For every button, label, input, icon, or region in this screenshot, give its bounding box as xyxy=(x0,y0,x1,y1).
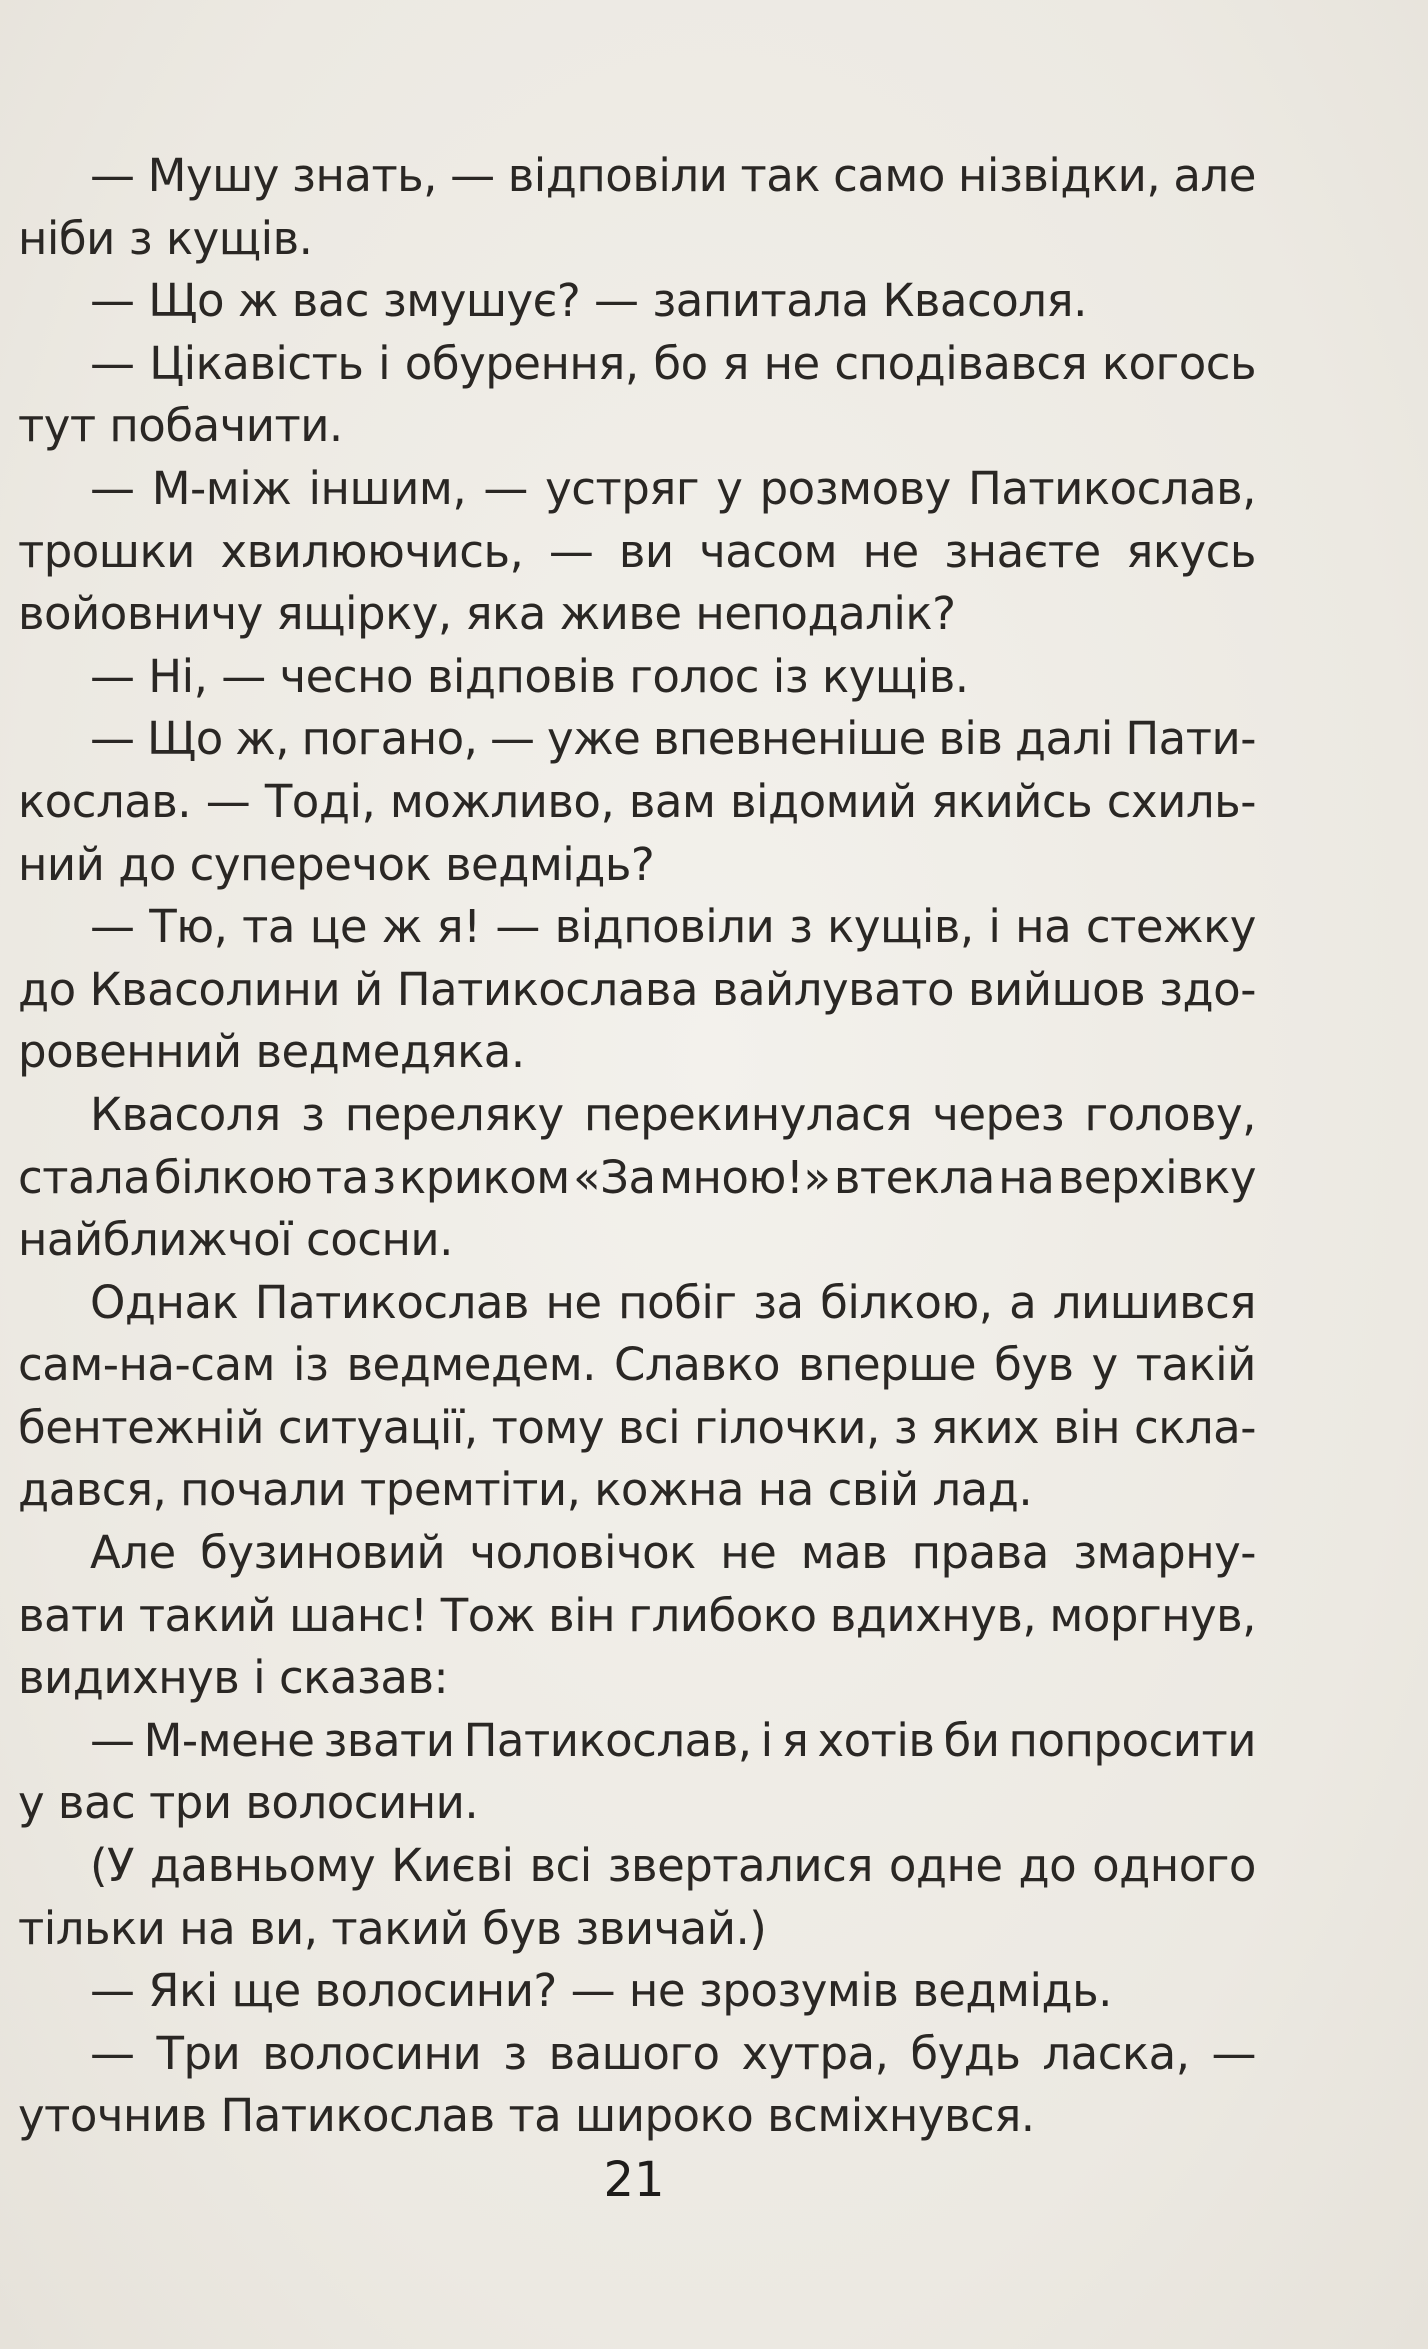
word: ведмедем. xyxy=(346,1338,596,1392)
word: переляку xyxy=(344,1087,564,1141)
word: впевненіше xyxy=(652,712,926,766)
word: вайлувато xyxy=(711,962,954,1016)
word: був xyxy=(994,1338,1074,1392)
text-line xyxy=(18,2023,1256,2086)
word: Патикослав, xyxy=(967,461,1256,515)
text-line xyxy=(18,959,1256,1022)
word: вдихнув, xyxy=(829,1588,1037,1642)
text-line: видихнув і сказав: xyxy=(18,1651,449,1705)
word: втекла xyxy=(833,1150,995,1204)
text-line xyxy=(18,1272,1256,1335)
text-line: ніби з кущів. xyxy=(18,211,313,265)
word: — xyxy=(90,461,135,515)
word: так xyxy=(740,149,820,202)
word: ситуації, xyxy=(277,1400,478,1454)
text-line xyxy=(18,1710,1256,1773)
word: з xyxy=(372,1150,396,1204)
word: волосини xyxy=(262,2026,482,2080)
word: бентежній xyxy=(18,1400,264,1454)
word: Патикослав xyxy=(254,1275,529,1329)
text-line: — Ні, — чесно відповів голос із кущів. xyxy=(90,649,969,703)
word: будь xyxy=(910,2026,1021,2080)
text-line xyxy=(18,1397,1256,1460)
word: вашого xyxy=(548,2026,720,2080)
text-line xyxy=(18,1084,1256,1147)
word: за xyxy=(753,1275,804,1329)
word: трошки xyxy=(18,524,195,578)
word: не xyxy=(763,336,820,390)
text-line: дався, почали тремтіти, кожна на свій лад. xyxy=(18,1463,1033,1517)
text-line: — Що ж вас змушує? — запитала Квасоля. xyxy=(90,274,1087,328)
text-line: тут побачити. xyxy=(18,399,343,453)
word: на xyxy=(1015,900,1072,954)
word: з xyxy=(893,1400,918,1454)
word: не xyxy=(545,1275,602,1329)
word: мною!» xyxy=(659,1150,831,1204)
word: і xyxy=(378,336,391,390)
word: сам-на-сам xyxy=(18,1338,276,1392)
word: М-мене xyxy=(143,1713,315,1767)
word: кослав. xyxy=(18,774,192,828)
word: відомий xyxy=(729,774,917,828)
word: — xyxy=(90,900,135,954)
word: з xyxy=(503,2026,527,2080)
word: Мушу xyxy=(147,149,279,202)
word: — xyxy=(90,336,135,390)
word: Однак xyxy=(90,1275,239,1329)
word: у xyxy=(716,461,743,515)
word: криком xyxy=(399,1150,570,1204)
text-line xyxy=(18,333,1256,396)
word: устряг xyxy=(545,461,699,515)
word: відповіли xyxy=(507,149,728,202)
word: якусь xyxy=(1126,524,1256,578)
word: «За xyxy=(573,1150,656,1204)
word: когось xyxy=(1101,336,1256,390)
word: — xyxy=(450,149,495,202)
word: — xyxy=(495,900,540,954)
word: бо xyxy=(653,336,708,390)
word: знать, xyxy=(292,149,437,202)
word: шанс! xyxy=(289,1588,428,1642)
word: з xyxy=(788,900,813,954)
word: мав xyxy=(800,1526,888,1580)
word: стежку xyxy=(1085,900,1256,954)
word: бузиновий xyxy=(200,1526,446,1580)
text-line xyxy=(18,896,1256,959)
word: він xyxy=(548,1588,616,1642)
word: Тож xyxy=(440,1588,535,1642)
text-line xyxy=(18,145,1256,208)
word: такий xyxy=(138,1588,276,1642)
word: перекинулася xyxy=(584,1087,912,1141)
text-line: найближчої сосни. xyxy=(18,1213,453,1267)
word: але xyxy=(1173,149,1256,202)
word: не xyxy=(720,1526,777,1580)
word: іншим, xyxy=(308,461,467,515)
word: у xyxy=(1091,1338,1118,1392)
word: Квасоля xyxy=(90,1087,281,1141)
body-text xyxy=(18,145,1256,2148)
word: відповіли xyxy=(554,900,775,954)
word: і xyxy=(988,900,1001,954)
word: глибоко xyxy=(628,1588,817,1642)
word: попросити xyxy=(1008,1713,1256,1767)
word: звати xyxy=(323,1713,455,1767)
word: — xyxy=(90,149,135,202)
word: та xyxy=(315,1150,369,1204)
word: білкою, xyxy=(820,1275,993,1329)
word: (У xyxy=(90,1839,134,1893)
word: права xyxy=(911,1526,1049,1580)
text-line: у вас три волосини. xyxy=(18,1776,479,1830)
word: на xyxy=(998,1150,1055,1204)
word: це xyxy=(309,900,368,954)
word: Києві xyxy=(391,1839,514,1893)
word: моргнув, xyxy=(1049,1588,1256,1642)
word: змарну- xyxy=(1073,1526,1256,1580)
word: Славко xyxy=(614,1338,781,1392)
word: — xyxy=(489,712,535,766)
word: білкою xyxy=(153,1150,313,1204)
word: часом xyxy=(699,524,838,578)
text-line: войовничу ящірку, яка живе неподалік? xyxy=(18,587,956,641)
word: такій xyxy=(1135,1338,1256,1392)
word: само xyxy=(833,149,945,202)
word: — xyxy=(90,712,135,766)
word: здо- xyxy=(1159,962,1256,1016)
word: я xyxy=(781,1713,809,1767)
word: лишився xyxy=(1052,1275,1256,1329)
word: ж xyxy=(381,900,422,954)
text-line xyxy=(18,1585,1256,1648)
word: до xyxy=(1018,1839,1077,1893)
text-line: ний до суперечок ведмідь? xyxy=(18,837,655,891)
word: й xyxy=(354,962,383,1016)
word: стала xyxy=(18,1150,151,1204)
text-line xyxy=(18,521,1256,584)
word: Але xyxy=(90,1526,176,1580)
word: я xyxy=(722,336,749,390)
word: обурення, xyxy=(404,336,639,390)
text-line xyxy=(18,708,1256,771)
word: верхівку xyxy=(1057,1150,1256,1204)
text-line xyxy=(18,1147,1256,1210)
word: Патикослав, xyxy=(463,1713,752,1767)
word: яких xyxy=(931,1400,1040,1454)
word: скла- xyxy=(1133,1400,1256,1454)
text-line: уточнив Патикослав та широко всміхнувся. xyxy=(18,2089,1035,2143)
word: ласка, xyxy=(1042,2026,1190,2080)
word: якийсь xyxy=(931,774,1093,828)
word: не xyxy=(862,524,919,578)
word: можливо, xyxy=(389,774,615,828)
page-number: 21 xyxy=(603,2152,665,2208)
word: Тоді, xyxy=(264,774,376,828)
text-line: ровенний ведмедяка. xyxy=(18,1025,525,1079)
word: розмову xyxy=(759,461,951,515)
word: далі xyxy=(1014,712,1113,766)
word: Тю, xyxy=(149,900,228,954)
text-line xyxy=(18,1334,1256,1397)
word: всі xyxy=(529,1839,592,1893)
word: сподівався xyxy=(834,336,1088,390)
word: — xyxy=(548,524,594,578)
word: би xyxy=(943,1713,1000,1767)
word: нізвідки, xyxy=(958,149,1161,202)
text-line xyxy=(18,458,1256,521)
word: вати xyxy=(18,1588,126,1642)
word: — xyxy=(205,774,251,828)
word: ви xyxy=(618,524,674,578)
text-line xyxy=(18,771,1256,834)
word: вам xyxy=(628,774,716,828)
word: знаєте xyxy=(944,524,1101,578)
word: я! xyxy=(436,900,481,954)
word: побіг xyxy=(618,1275,737,1329)
word: ж, xyxy=(235,712,290,766)
word: уже xyxy=(546,712,641,766)
word: всі xyxy=(617,1400,681,1454)
word: з xyxy=(300,1087,325,1141)
text-line: тільки на ви, такий був звичай.) xyxy=(18,1901,767,1955)
word: погано, xyxy=(301,712,478,766)
word: із xyxy=(293,1338,329,1392)
text-line xyxy=(18,1835,1256,1898)
word: він xyxy=(1053,1400,1121,1454)
word: голову, xyxy=(1084,1087,1256,1141)
word: хвилюючись, xyxy=(220,524,524,578)
word: — xyxy=(1211,2026,1256,2080)
word: вийшов xyxy=(967,962,1146,1016)
word: кущів, xyxy=(827,900,974,954)
word: зверталися xyxy=(607,1839,873,1893)
word: до xyxy=(18,962,76,1016)
word: та xyxy=(242,900,295,954)
word: а xyxy=(1009,1275,1037,1329)
word: хотів xyxy=(817,1713,935,1767)
word: — xyxy=(90,2026,135,2080)
word: вперше xyxy=(798,1338,977,1392)
word: тому xyxy=(491,1400,604,1454)
word: одного xyxy=(1092,1839,1256,1893)
word: М-між xyxy=(151,461,292,515)
word: Цікавість xyxy=(149,336,364,390)
word: Квасолини xyxy=(89,962,341,1016)
word: Патикослава xyxy=(396,962,698,1016)
word: Що xyxy=(146,712,223,766)
word: чоловічок xyxy=(469,1526,696,1580)
word: одне xyxy=(888,1839,1003,1893)
word: Пати- xyxy=(1125,712,1256,766)
word: давньому xyxy=(149,1839,376,1893)
word: і xyxy=(760,1713,773,1767)
word: — xyxy=(90,1713,135,1767)
word: — xyxy=(483,461,528,515)
word: схиль- xyxy=(1106,774,1256,828)
text-line xyxy=(18,1522,1256,1585)
word: хутра, xyxy=(741,2026,889,2080)
word: гілочки, xyxy=(694,1400,880,1454)
word: через xyxy=(932,1087,1065,1141)
word: Три xyxy=(156,2026,241,2080)
word: вів xyxy=(938,712,1003,766)
text-line: — Які ще волосини? — не зрозумів ведмідь. xyxy=(90,1964,1112,2018)
